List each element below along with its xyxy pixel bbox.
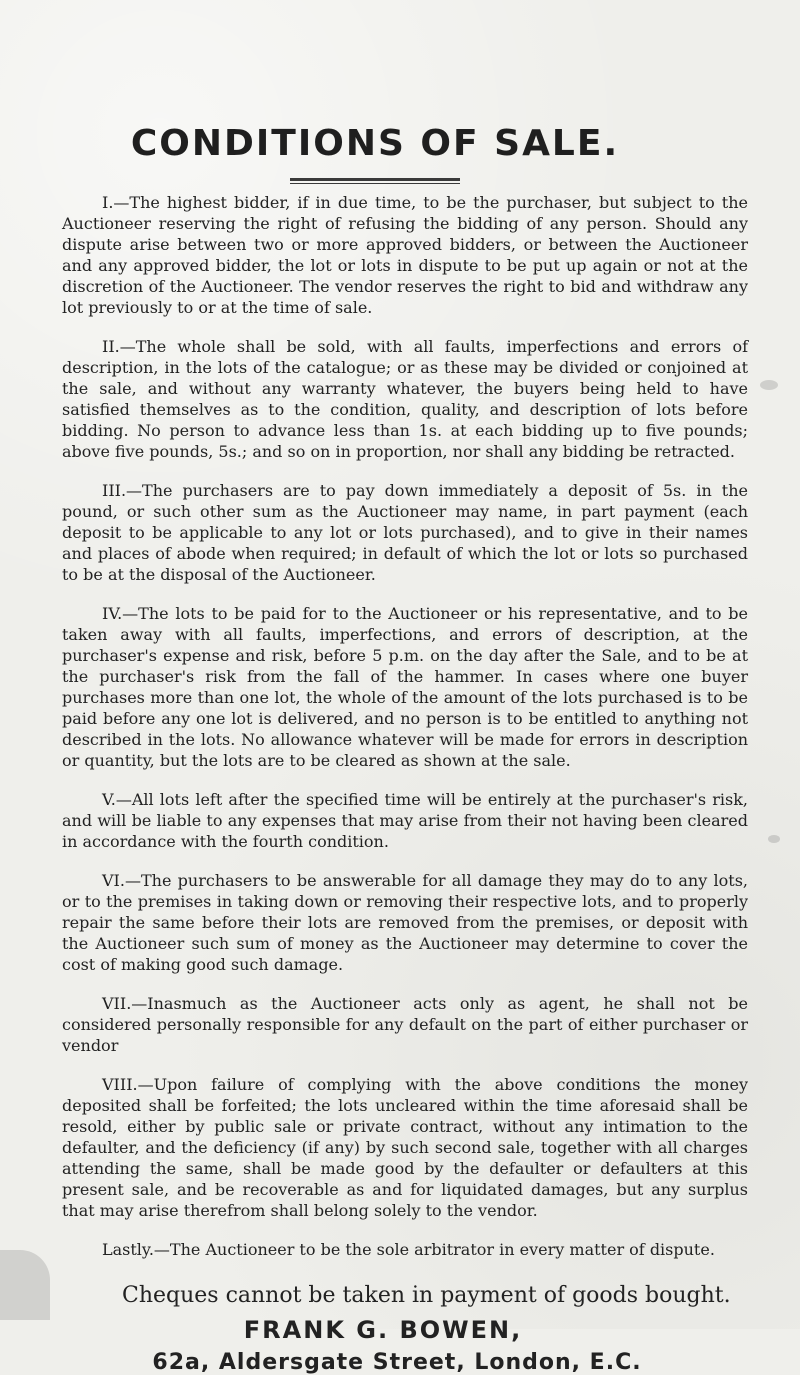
condition-5: V.—All lots left after the specified time will be entirely at the purchaser's risk, and will be liable to any expenses that may arise from their not having been cleared in accordance with the fourth condition.: [62, 790, 748, 851]
auctioneer-address: 62a, Aldersgate Street, London, E.C.: [152, 1350, 642, 1375]
paper-corner-mark: [0, 1250, 50, 1320]
paper-mark: [760, 380, 778, 390]
condition-4: IV.—The lots to be paid for to the Auctioneer or his representative, and to be taken away with all faults, imperfections, and errors of description, at the purchaser's expense and risk, before 5 p.m. on the day after the Sale, and to be at the purchaser's risk from the fall of the hammer. In cases where one buyer purchases more than one lot, the whole of the amount of the lots purchased is to be paid before any one lot is delivered, and no person is to be entitled to anything not described in the lots. No allowance whatever will be made for errors in description or quantity, but the lots are to be cleared as shown at the sale.: [62, 604, 748, 770]
page-title: CONDITIONS OF SALE.: [130, 123, 620, 164]
condition-1: I.—The highest bidder, if in due time, to be the purchaser, but subject to the Auctioneer reserving the right of refusing the bidding of any person. Should any dispute arise between two or more approved bidders, or between the Auctioneer and any approved bidder, the lot or lots in dispute to be put up again or not at the discretion of the Auctioneer. The vendor reserves the right to bid and withdraw any lot previously to or at the time of sale.: [62, 193, 748, 317]
auctioneer-name: FRANK G. BOWEN,: [243, 1316, 523, 1344]
condition-6: VI.—The purchasers to be answerable for all damage they may do to any lots, or to the premises in taking down or removing their respective lots, and to properly repair the same before their lots are removed from the premises, or deposit with the Auctioneer such sum of money as the Auctioneer may determine to cover the cost of making good such damage.: [62, 871, 748, 974]
condition-2: II.—The whole shall be sold, with all faults, imperfections and errors of description, in the lots of the catalogue; or as these may be divided or conjoined at the sale, and without any warranty whatever, the buyers being held to have satisfied themselves as to the condition, quality, and description of lots before bidding. No person to advance less than 1s. at each bidding up to five pounds; above five pounds, 5s.; and so on in proportion, nor shall any bidding be retracted.: [62, 337, 748, 461]
title-rule: [290, 178, 460, 184]
condition-lastly: Lastly.—The Auctioneer to be the sole arbitrator in every matter of dispute.: [102, 1240, 715, 1259]
condition-3: III.—The purchasers are to pay down immediately a deposit of 5s. in the pound, or such other sum as the Auctioneer may name, in part payment (each deposit to be applicable to any lot or lots purchased), and to give in their names and places of abode when required; in default of which the lot or lots so purchased to be at the disposal of the Auctioneer.: [62, 481, 748, 584]
document-content: [62, 120, 748, 1375]
cheques-note: Cheques cannot be taken in payment of goods bought.: [122, 1283, 731, 1308]
condition-8: VIII.—Upon failure of complying with the above conditions the money deposited shall be forfeited; the lots uncleared within the time aforesaid shall be resold, either by public sale or private contract, without any intimation to the defaulter, and the deficiency (if any) by such second sale, together with all charges attending the same, shall be made good by the defaulter or defaulters at this present sale, and be recoverable as and for liquidated damages, but any surplus that may arise therefrom shall belong solely to the vendor.: [62, 1075, 748, 1220]
condition-7: VII.—Inasmuch as the Auctioneer acts only as agent, he shall not be considered personally responsible for any default on the part of either purchaser or vendor: [62, 994, 748, 1055]
paper-mark: [768, 835, 780, 843]
